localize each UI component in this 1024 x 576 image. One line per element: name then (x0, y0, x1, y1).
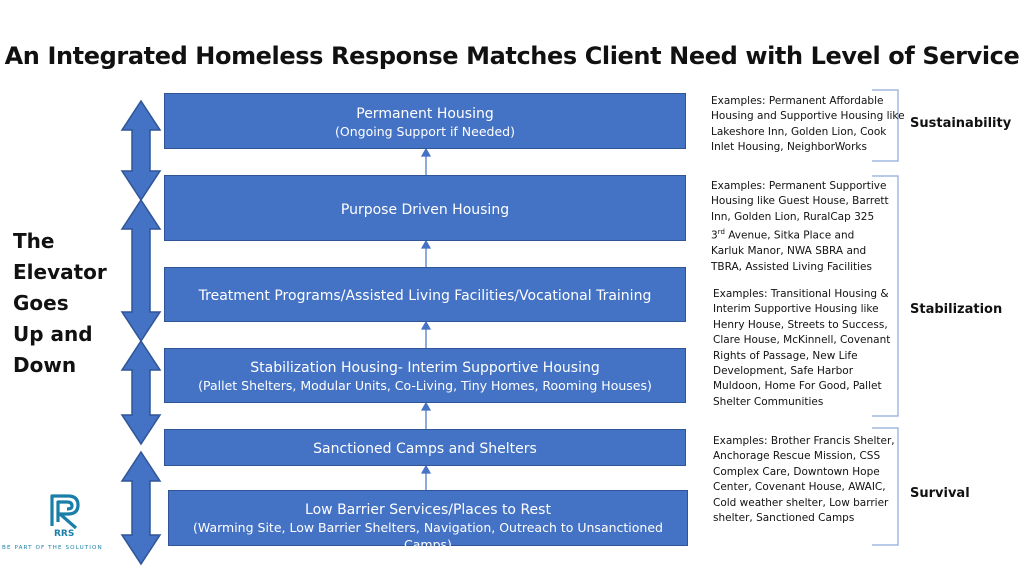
page-title: An Integrated Homeless Response Matches Client Need with Level of Service (4, 42, 1020, 70)
category-stabilization: Stabilization (910, 302, 1003, 317)
elevator-arrow-2 (122, 200, 160, 341)
examples-purpose-driven: Examples: Permanent Supportive Housing like Guest House, Barrett Inn, Golden Lion, RuralCap 325 3rd Avenue, Sitka Place and Karluk Manor, NWA SBRA and TBRA, Assisted Living Facilities (711, 180, 889, 273)
level-purpose-driven-housing: Purpose Driven Housing (164, 175, 686, 241)
category-survival: Survival (910, 486, 970, 501)
level-permanent-housing: Permanent Housing (Ongoing Support if Needed) (164, 93, 686, 149)
elevator-arrow-3 (122, 341, 160, 444)
rrs-logo-icon (2, 490, 130, 530)
level-treatment-programs: Treatment Programs/Assisted Living Facilities/Vocational Training (164, 267, 686, 322)
examples-permanent: Examples: Permanent Affordable Housing and Supportive Housing like Lakeshore Inn, Golden Lion, Cook Inlet Housing, NeighborWorks (711, 95, 905, 154)
category-sustainability: Sustainability (910, 116, 1012, 131)
examples-shelters: Examples: Brother Francis Shelter, Anchorage Rescue Mission, CSS Complex Care, Downtown Hope Center, Covenant House, AWAIC, Cold weather shelter, Low barrier shelter, Sanctioned Camps (713, 435, 895, 525)
examples-transitional: Examples: Transitional Housing & Interim Supportive Housing like Henry House, Streets to Success, Clare House, McKinnell, Covenant Rights of Passage, New Life Development, Safe Harbor Muldoon, Home For Good, Pallet Shelter Communities (713, 288, 891, 408)
elevator-arrow-1 (122, 101, 160, 200)
level-stabilization-housing: Stabilization Housing- Interim Supportive Housing (Pallet Shelters, Modular Units, Co-Living, Tiny Homes, Rooming Houses) (164, 348, 686, 403)
level-low-barrier-services: Low Barrier Services/Places to Rest (Warming Site, Low Barrier Shelters, Navigation, Outreach to Unsanctioned Camps) (168, 490, 688, 546)
logo-tagline: BE PART OF THE SOLUTION (2, 545, 103, 551)
elevator-label: The Elevator Goes Up and Down (13, 229, 107, 377)
level-sanctioned-camps: Sanctioned Camps and Shelters (164, 429, 686, 466)
logo-text: RRS (54, 529, 75, 539)
